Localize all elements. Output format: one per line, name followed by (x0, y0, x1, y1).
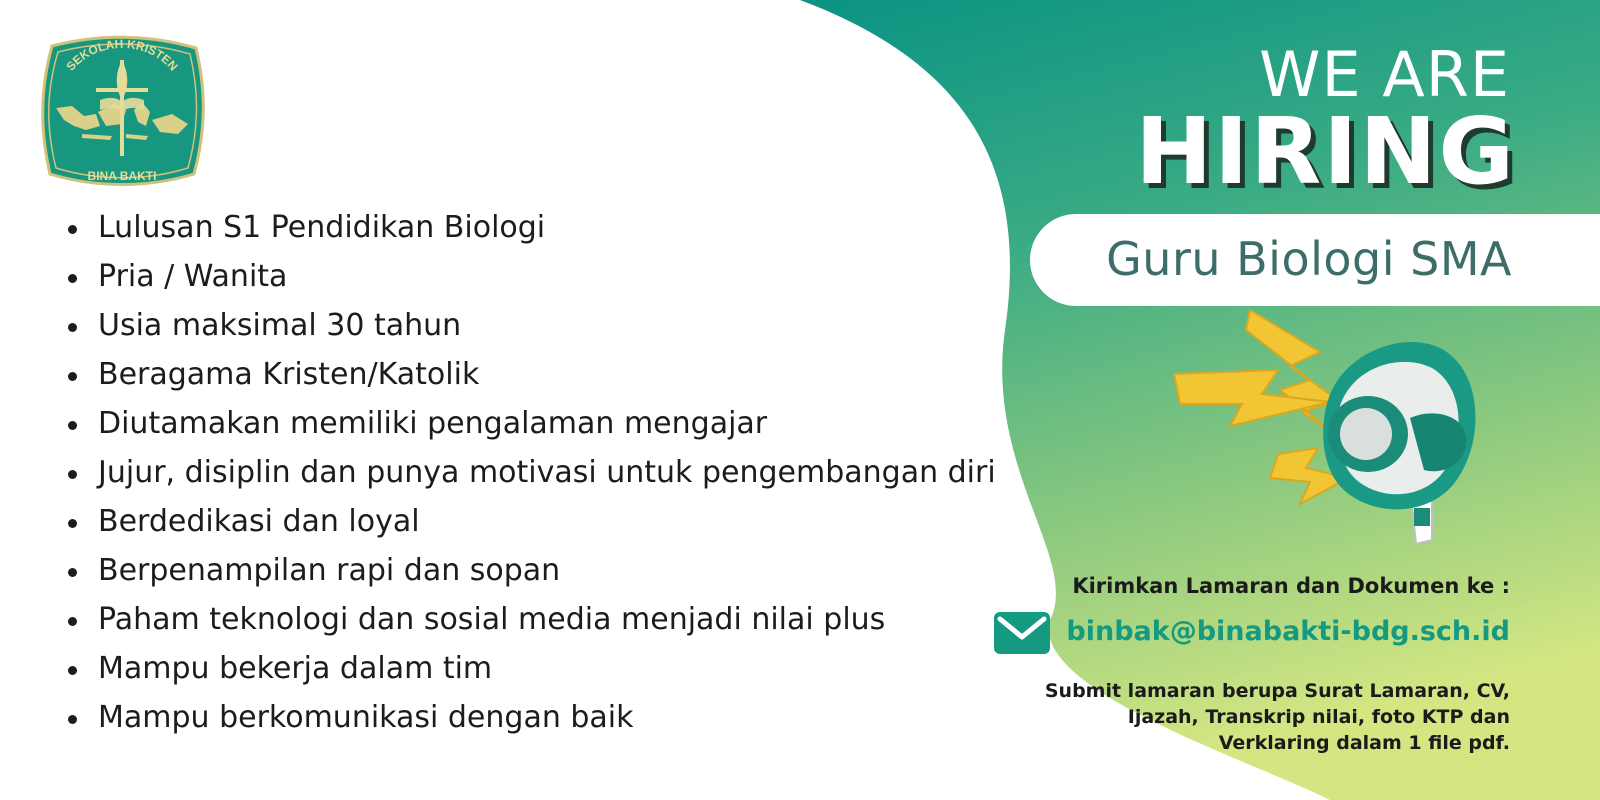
submission-instructions: Submit lamaran berupa Surat Lamaran, CV, Ijazah, Transkrip nilai, foto KTP dan Verklaring dalam 1 file pdf. (1044, 680, 1510, 754)
requirement-text: Pria / Wanita (98, 259, 288, 294)
requirements-list (62, 206, 996, 745)
bullet (68, 372, 77, 381)
bullet (68, 666, 77, 675)
megaphone-icon (1170, 308, 1490, 578)
bullet (68, 225, 77, 234)
requirement-text: Mampu bekerja dalam tim (98, 651, 493, 686)
bullet (68, 617, 77, 626)
list-item (62, 255, 996, 304)
requirement-text: Berpenampilan rapi dan sopan (98, 553, 561, 588)
requirement-text: Lulusan S1 Pendidikan Biologi (98, 210, 546, 245)
requirement-text: Diutamakan memiliki pengalaman mengajar (98, 406, 768, 441)
logo-bottom-text: BINA BAKTI (87, 169, 157, 183)
bullet (68, 715, 77, 724)
requirement-text: Mampu berkomunikasi dengan baik (98, 700, 634, 735)
list-item (62, 402, 996, 451)
bullet (68, 470, 77, 479)
requirement-text: Usia maksimal 30 tahun (98, 308, 462, 343)
requirement-text: Jujur, disiplin dan punya motivasi untuk pengembangan diri (98, 455, 996, 490)
headline-hiring: HIRING (1135, 98, 1516, 205)
bullet (68, 323, 77, 332)
mail-icon (994, 612, 1050, 654)
list-item (62, 549, 996, 598)
list-item (62, 206, 996, 255)
logo-top-text: SEKOLAH KRISTEN (63, 36, 181, 74)
list-item (62, 451, 996, 500)
list-item (62, 304, 996, 353)
list-item (62, 353, 996, 402)
headline-we-are: WE ARE (1259, 38, 1510, 111)
list-item (62, 598, 996, 647)
list-item (62, 647, 996, 696)
list-item (62, 500, 996, 549)
school-logo (38, 30, 206, 190)
position-title: Guru Biologi SMA (1106, 232, 1512, 286)
list-item (62, 696, 996, 745)
bullet (68, 421, 77, 430)
email-address[interactable]: binbak@binabakti-bdg.sch.id (1066, 616, 1510, 647)
bullet (68, 568, 77, 577)
bullet (68, 274, 77, 283)
contact-label: Kirimkan Lamaran dan Dokumen ke : (1072, 574, 1510, 598)
requirement-text: Berdedikasi dan loyal (98, 504, 420, 539)
requirement-text: Paham teknologi dan sosial media menjadi nilai plus (98, 602, 886, 637)
bullet (68, 519, 77, 528)
requirement-text: Beragama Kristen/Katolik (98, 357, 480, 392)
school-emblem-icon (38, 30, 206, 190)
